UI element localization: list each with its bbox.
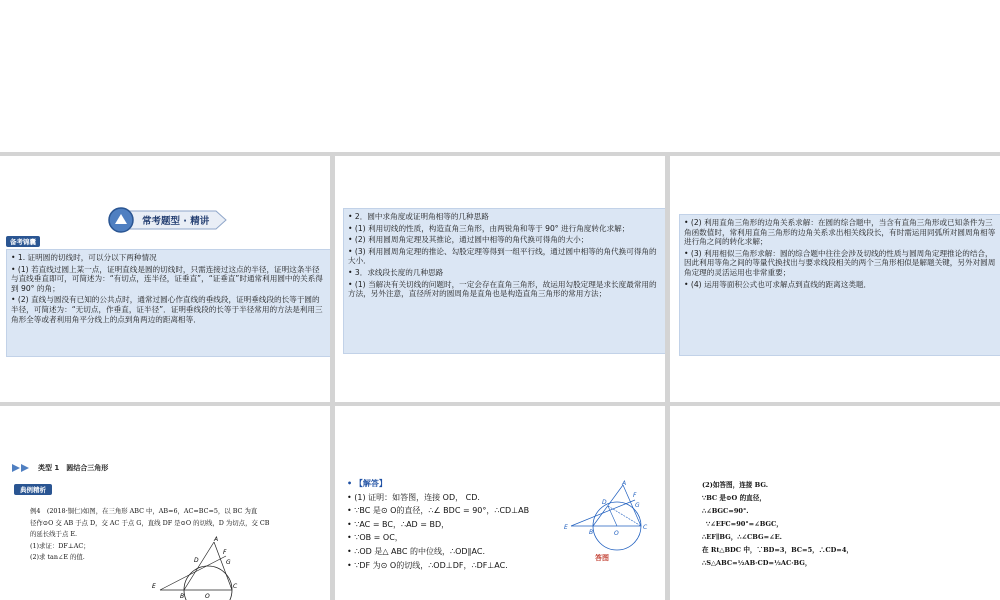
answer-line: • (1) 证明：如答图，连接 OD， CD. (347, 492, 480, 502)
point-label: D (194, 557, 199, 564)
example-line: 的延长线于点 E. (30, 530, 78, 539)
bullet-line: • (2) 利用圆周角定理及其推论，通过圆中相等的角代换可得角的大小； (348, 235, 589, 245)
tip-tag: 备考锦囊 (6, 236, 40, 247)
answer-line: • ∵DF 为⊙ O的切线，∴OD⊥DF，∴DF⊥AC. (347, 560, 508, 570)
example-line: (1)求证：DF⊥AC； (30, 541, 90, 550)
solution-line: ∴∠BGC=90°. (702, 507, 749, 515)
point-label: O (205, 593, 210, 600)
answer-line: • ∴OD 是△ ABC 的中位线，∴OD∥AC. (347, 546, 486, 556)
slide-thumbnail-5[interactable] (335, 406, 665, 600)
banner-title: 常考题型 · 精讲 (142, 216, 210, 227)
example-tag: 典例精析 (14, 484, 52, 495)
example-line: 径作⊙O 交 AB 于点 D，交 AC 于点 G，直线 DF 是⊙O 的切线，D 为切点，交 CB (30, 518, 270, 527)
bullet-line: • 1. 证明圆的切线时，可以分以下两种情况 (11, 253, 157, 262)
point-label: O (614, 530, 619, 537)
point-label: G (226, 559, 231, 566)
point-label: B (180, 593, 185, 600)
point-label: F (223, 549, 227, 556)
point-label: E (564, 524, 568, 531)
geometry-figure (150, 534, 245, 600)
slide-thumbnail-4[interactable] (0, 406, 330, 600)
point-label: A (214, 536, 219, 543)
answer-heading: • 【解答】 (347, 479, 387, 488)
content-panel (6, 249, 330, 357)
bullet-line: • 2．圆中求角度或证明角相等的几种思路 (348, 212, 489, 221)
content-panel (679, 214, 1000, 356)
solution-line: ∴S△ABC=½AB·CD=½AC·BG， (702, 559, 812, 567)
point-label: C (643, 524, 648, 531)
bullet-line: • 3．求线段长度的几种思路 (348, 267, 444, 277)
answer-line: • ∵AC = BC，∴AD = BD， (347, 519, 450, 529)
content-panel (343, 208, 665, 354)
bullet-line: • (3) 利用圆周角定理的推论、勾股定理等得到一组平行线，通过圆中相等的角代换可得角的大小． (348, 246, 657, 266)
point-label: E (152, 583, 156, 590)
slide-thumbnail-3[interactable] (670, 156, 1000, 402)
point-label: B (589, 529, 594, 536)
example-line: (2)求 tan∠E 的值. (30, 553, 85, 562)
solution-line: ∵∠EFC=90°=∠BGC， (706, 520, 783, 528)
slide-thumbnail-2[interactable] (335, 156, 665, 402)
solution-line: ∴EF∥BG，∴∠CBG=∠E. (702, 533, 782, 541)
point-label: C (233, 583, 238, 590)
point-label: A (622, 480, 627, 487)
point-label: G (635, 502, 640, 509)
slide-thumbnail-6[interactable] (670, 406, 1000, 600)
solution-line: (2)如答图，连接 BG. (702, 481, 769, 489)
slide-thumbnail-1[interactable] (0, 156, 330, 402)
answer-line: • ∵OB = OC， (347, 533, 403, 543)
figure-caption: 答图 (595, 554, 609, 562)
double-arrow-icon (12, 464, 34, 472)
solution-line: ∵BC 是⊙O 的直径， (702, 494, 766, 502)
answer-text (347, 477, 557, 572)
point-label: F (633, 492, 637, 499)
bullet-line: • (1) 利用切线的性质，构造直角三角形，由两锐角和等于 90° 进行角度转化求解； (348, 223, 630, 233)
top-blank-area (0, 0, 1000, 152)
bullet-line: • (2) 直线与圆没有已知的公共点时，通常过圆心作直线的垂线段，证明垂线段的长等于圆的半径，可简述为：“无切点，作垂直，证半径”．证明垂线段的长等于半径常用的方法是利用三角形全等或者利用角平分线上的点到角两边的距离相等． (11, 295, 323, 324)
bullet-line: • (4) 运用等面积公式也可求解点到直线的距离这类题． (684, 279, 872, 289)
example-line: 例4 (2018·铜仁)如图，在三角形 ABC 中，AB=6，AC=BC=5，以 BC 为直 (30, 507, 258, 515)
bullet-line: • (3) 利用相似三角形求解：圆的综合题中往往会涉及切线的性质与圆周角定理推论的结合，因此利用等角之间的等量代换找出与要求线段相关的两个三角形相似是解题关键，另外对圆周角定理的灵活运用也非常重要； (684, 248, 996, 277)
answer-figure (563, 480, 658, 568)
type-label: 类型 1 圆结合三角形 (38, 464, 109, 472)
solution-line: 在 Rt△BDC 中，∵BD=3，BC=5，∴CD=4， (702, 546, 854, 554)
solution-text (702, 479, 992, 570)
bullet-line: • (2) 利用直角三角形的边角关系求解：在圆的综合题中，当含有直角三角形或已知条件为三角函数值时，常利用直角三角形的边角关系求出相关线段长，有时需运用同弧所对圆周角相等进行角之间的转化求解； (684, 218, 996, 247)
answer-line: • ∵BC 是⊙ O的直径，∴∠ BDC = 90°，∴CD⊥AB (347, 506, 530, 516)
bullet-line: • (1) 当解决有关切线的问题时，一定会存在直角三角形，故运用勾股定理是求长度最常用的方法，另外注意，直径所对的圆周角是直角也是构造直角三角形的常用方法； (348, 279, 657, 299)
point-label: D (602, 499, 607, 506)
bullet-line: • (1) 若直线过圆上某一点，证明直线是圆的切线时，只需连接过这点的半径，证明这条半径与直线垂直即可，可简述为：“有切点，连半径，证垂直”，“证垂直”时通常利用圆中的关系得到 90° 的角； (11, 264, 323, 293)
